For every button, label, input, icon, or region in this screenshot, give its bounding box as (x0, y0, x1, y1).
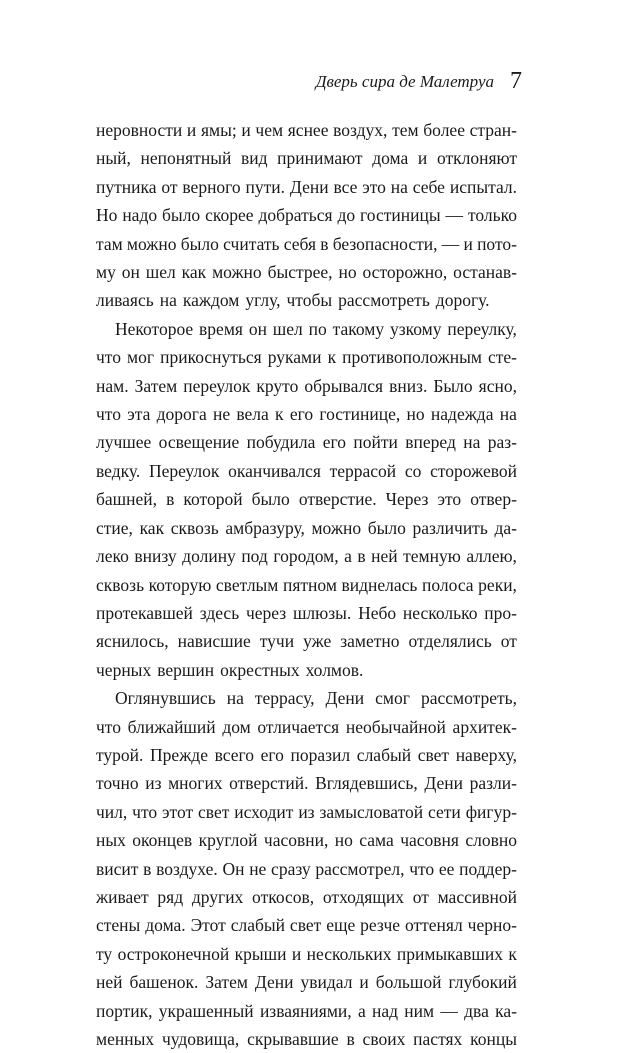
word: разли- (469, 773, 517, 794)
word: менных (96, 1029, 155, 1049)
word: дома. (145, 915, 186, 936)
word: шлюзы. (292, 602, 352, 623)
word: гостинице, (319, 404, 401, 425)
word: массивной (437, 886, 517, 907)
word: прикоснуться (160, 347, 262, 368)
text-line (96, 798, 517, 826)
word: и (359, 972, 369, 993)
word: поразил (290, 744, 351, 765)
word: аллею, (466, 546, 517, 567)
word: башней, (96, 489, 158, 510)
text-line (96, 343, 517, 371)
word: переулок (183, 375, 251, 396)
word: про- (484, 602, 517, 623)
word: вела (236, 404, 269, 425)
word: турой. (96, 744, 144, 765)
text-line (96, 286, 517, 314)
word: откосов, (252, 886, 315, 907)
word: — (440, 1000, 458, 1021)
word: шел (272, 318, 303, 339)
word: полоса (422, 574, 474, 595)
word: ных (96, 830, 126, 851)
word: в (320, 233, 329, 254)
word: часовни, (263, 830, 329, 851)
word: отделялись (408, 631, 492, 652)
word: на (159, 290, 177, 311)
text-line (96, 315, 517, 343)
word: было (180, 233, 219, 254)
word: ямы; (200, 120, 237, 140)
word: эта (127, 404, 151, 425)
text-line (96, 144, 517, 172)
text-line (96, 968, 517, 996)
text-line (96, 684, 517, 712)
word: можно (311, 517, 362, 538)
word: его (260, 744, 284, 765)
word: круто (256, 375, 299, 396)
word: архитек- (452, 716, 517, 737)
word: рассмотреть (338, 290, 430, 311)
word: как (139, 517, 165, 538)
word: Дени (254, 972, 294, 993)
word: нависшие (177, 631, 251, 652)
word: там (96, 233, 123, 254)
word: портик, (96, 1000, 153, 1021)
word: сразу (271, 858, 311, 879)
word: дорогу. (435, 290, 490, 311)
word: террасу, (254, 688, 315, 709)
word: ведку. (96, 460, 141, 481)
word: Затем (205, 972, 248, 993)
word: яснилось, (96, 631, 169, 652)
word: ряд (157, 886, 184, 907)
word: внизу (134, 546, 177, 567)
word: многих (168, 773, 223, 794)
word: слабый (356, 744, 412, 765)
word: два (464, 1000, 489, 1021)
text-line (96, 883, 517, 911)
text-line (96, 940, 517, 968)
word: му (96, 262, 116, 283)
word: это (362, 176, 386, 197)
word: уже (303, 631, 332, 652)
word: точно (96, 773, 139, 794)
word: Но (96, 205, 118, 226)
word: реки, (478, 574, 517, 595)
text-line (96, 258, 517, 286)
word: яснее (287, 120, 329, 140)
word: вершин (157, 659, 215, 680)
word: было (367, 517, 406, 538)
word: надежда (430, 404, 494, 425)
word: сети (428, 801, 461, 822)
word: но (406, 404, 425, 425)
word: лучшее (96, 432, 152, 453)
word: верного (182, 176, 241, 197)
word: дорога (156, 404, 207, 425)
word: сте- (487, 347, 517, 368)
word: оканчивался (228, 460, 321, 481)
word: пойти (353, 432, 398, 453)
text-line (96, 173, 517, 201)
word: над (371, 1000, 399, 1021)
word: добраться (258, 205, 333, 226)
word: окрестных (220, 659, 300, 680)
word: неровности (96, 120, 183, 140)
word: чудовища, (161, 1029, 240, 1049)
word: шел (145, 262, 176, 283)
word: сквозь (96, 574, 145, 595)
word: исходит (234, 801, 294, 822)
word: рассмотрел, (315, 858, 405, 879)
word: Этот (190, 915, 226, 936)
word: черно- (467, 915, 517, 936)
word: отвер- (470, 489, 517, 510)
word: он (121, 262, 140, 283)
word: из (298, 801, 315, 822)
word: пятном (282, 574, 337, 595)
text-line (96, 428, 517, 456)
word: что (132, 801, 158, 822)
word: скорее (205, 205, 254, 226)
word: освещение (158, 432, 240, 453)
word: Некоторое (115, 318, 194, 339)
word: мог (127, 347, 155, 368)
word: непонятный (140, 148, 232, 169)
word: — (441, 233, 460, 254)
word: ближайший (127, 716, 216, 737)
word: по (308, 318, 327, 339)
word: испытал. (449, 176, 517, 197)
word: что (96, 404, 121, 425)
word: путника (96, 176, 157, 197)
word: чил, (96, 801, 128, 822)
word: под (241, 546, 268, 567)
word: вниз. (389, 375, 428, 396)
word: дом (222, 716, 251, 737)
word: это (437, 489, 462, 510)
text-line (96, 201, 517, 229)
word: считать (223, 233, 280, 254)
word: увидал (300, 972, 353, 993)
word: башенок. (129, 972, 199, 993)
word: отходящих (322, 886, 404, 907)
word: всего (214, 744, 254, 765)
word: Дени (424, 773, 463, 794)
word: на (390, 176, 408, 197)
word: Затем (134, 375, 178, 396)
word: и (463, 233, 473, 254)
word: пото- (477, 233, 517, 254)
word: ней (371, 546, 398, 567)
text-line (96, 627, 517, 655)
word: висит (96, 858, 139, 879)
word: оконцев (132, 830, 193, 851)
word: его (289, 404, 314, 425)
text-line (96, 656, 517, 684)
word: Вглядевшись, (315, 773, 418, 794)
text-line (96, 599, 517, 627)
text-line (96, 571, 517, 599)
word: сквозь (170, 517, 219, 538)
text-line (96, 741, 517, 769)
running-title: Дверь сира де Малетруа (315, 72, 494, 91)
word: оттенял (404, 915, 463, 936)
word: к (327, 347, 337, 368)
word: в (143, 858, 152, 879)
word: гостиницы (360, 205, 441, 226)
word: Небо (358, 602, 397, 623)
word: нескольких (306, 943, 392, 964)
word: Было (433, 375, 473, 396)
word: тем (392, 120, 419, 140)
word: время (199, 318, 243, 339)
word: отклоняют (436, 148, 517, 169)
word: вперед (405, 432, 456, 453)
word: в (357, 546, 366, 567)
word: наверху, (455, 744, 517, 765)
word: что (96, 347, 121, 368)
word: осторожно, (362, 262, 448, 283)
word: узкому (389, 318, 442, 339)
word: свет (198, 801, 230, 822)
word: амбразуру, (225, 517, 305, 538)
text-line (96, 713, 517, 741)
word: крыши (234, 943, 287, 964)
word: светлым (215, 574, 279, 595)
word: городом, (273, 546, 339, 567)
word: что (409, 858, 435, 879)
word: Дени (325, 688, 365, 709)
word: живает (96, 886, 149, 907)
word: что (96, 716, 121, 737)
word: и (186, 120, 197, 140)
word: которой (183, 489, 243, 510)
text-line (96, 400, 517, 428)
text-line (96, 116, 517, 144)
word: переулку, (447, 318, 517, 339)
word: Через (385, 489, 429, 510)
word: различить (412, 517, 488, 538)
word: круглой (198, 830, 258, 851)
word: Он (222, 858, 245, 879)
word: необычайной (345, 716, 446, 737)
word: тучи (259, 631, 295, 652)
word: вид (240, 148, 268, 169)
word: украшенный (158, 1000, 254, 1021)
text-line (96, 514, 517, 542)
word: стены (96, 915, 141, 936)
word: к (275, 404, 284, 425)
word: через (245, 602, 287, 623)
word: темную (403, 546, 461, 567)
text-line (96, 230, 517, 258)
word: террасой (329, 460, 397, 481)
word: словно (465, 830, 517, 851)
word: более (423, 120, 465, 140)
word: к (508, 943, 517, 964)
word: Оглянувшись (115, 688, 216, 709)
word: долину (182, 546, 236, 567)
word: глубокий (448, 972, 517, 993)
body-text (96, 116, 517, 1053)
word: остроконечной (117, 943, 230, 964)
text-line (96, 855, 517, 883)
word: примыкавших (396, 943, 504, 964)
text-line (96, 911, 517, 939)
word: как (181, 262, 207, 283)
word: большой (375, 972, 442, 993)
word: замысловатой (319, 801, 424, 822)
word: виднелась (341, 574, 418, 595)
word: ним (404, 1000, 435, 1021)
word: воздухе. (156, 858, 218, 879)
word: чем (255, 120, 284, 140)
word: себя (283, 233, 316, 254)
word: каждом (182, 290, 240, 311)
word: но (334, 830, 353, 851)
word: углу, (245, 290, 281, 311)
word: этот (162, 801, 194, 822)
text-line (96, 542, 517, 570)
word: фигур- (465, 801, 517, 822)
word: которую (148, 574, 212, 595)
word: было (162, 205, 201, 226)
word: черных (96, 659, 152, 680)
word: часовня (400, 830, 459, 851)
word: стие, (96, 517, 133, 538)
word: не (212, 404, 231, 425)
word: ный, (96, 148, 131, 169)
word: ка- (495, 1000, 517, 1021)
word: своих (362, 1029, 406, 1049)
word: руками (267, 347, 322, 368)
word: — (445, 205, 464, 226)
word: отличается (257, 716, 340, 737)
word: да- (494, 517, 517, 538)
word: обрывался (304, 375, 384, 396)
word: себе (412, 176, 445, 197)
word: свет (417, 744, 450, 765)
word: в (346, 1029, 355, 1049)
word: от (412, 886, 429, 907)
word: резче (360, 915, 401, 936)
word: стран- (469, 120, 517, 140)
word: еще (326, 915, 356, 936)
word: ту (96, 943, 113, 964)
text-line (96, 372, 517, 400)
word: ней (96, 972, 123, 993)
page-number: 7 (510, 68, 522, 94)
word: противоположным (342, 347, 482, 368)
word: и (291, 943, 302, 964)
word: ясно, (478, 375, 517, 396)
word: от (161, 176, 178, 197)
word: сторожевой (430, 460, 517, 481)
text-line (96, 826, 517, 854)
word: можно (126, 233, 177, 254)
word: нам. (96, 375, 129, 396)
word: изваяниями, (259, 1000, 352, 1021)
word: такому (332, 318, 385, 339)
word: Прежде (150, 744, 208, 765)
word: из (145, 773, 162, 794)
word: рассмотреть, (420, 688, 517, 709)
word: а (344, 546, 352, 567)
word: леко (96, 546, 129, 567)
word: безопасности, (332, 233, 438, 254)
word: ее (438, 858, 455, 879)
word: со (404, 460, 422, 481)
word: до (337, 205, 356, 226)
word: чтобы (286, 290, 333, 311)
word: отверстие. (298, 489, 377, 510)
word: не (249, 858, 267, 879)
word: на (463, 432, 481, 453)
word: но (338, 262, 357, 283)
text-line (96, 1025, 517, 1053)
word: останав- (453, 262, 517, 283)
word: поддер- (459, 858, 517, 879)
word: и (241, 120, 251, 140)
word: принимают (277, 148, 363, 169)
word: от (500, 631, 517, 652)
word: было (251, 489, 290, 510)
word: протекавшей (96, 602, 193, 623)
word: на (226, 688, 244, 709)
word: в (166, 489, 175, 510)
word: отверстий. (229, 773, 309, 794)
word: скрывавшие (247, 1029, 339, 1049)
word: Переулок (148, 460, 220, 481)
word: надо (122, 205, 158, 226)
word: раз- (487, 432, 517, 453)
word: ливаясь (96, 290, 154, 311)
text-line (96, 485, 517, 513)
word: он (248, 318, 267, 339)
word: воздух, (333, 120, 388, 140)
word: других (191, 886, 244, 907)
text-line (96, 769, 517, 797)
word: побудила (246, 432, 316, 453)
word: его (322, 432, 347, 453)
word: все (333, 176, 358, 197)
word: только (467, 205, 517, 226)
word: Дени (289, 176, 329, 197)
word: на (499, 404, 517, 425)
word: слабый (230, 915, 285, 936)
text-line (96, 457, 517, 485)
text-line (96, 997, 517, 1025)
word: дома (372, 148, 409, 169)
word: здесь (199, 602, 240, 623)
word: свет (289, 915, 322, 936)
word: быстрее, (267, 262, 333, 283)
word: и (417, 148, 428, 169)
word: заметно (340, 631, 400, 652)
word: сама (359, 830, 394, 851)
word: пути. (245, 176, 286, 197)
word: смог (375, 688, 410, 709)
word: концы (470, 1029, 517, 1049)
word: пастях (413, 1029, 463, 1049)
word: холмов. (305, 659, 364, 680)
word: можно (212, 262, 262, 283)
word: а (357, 1000, 366, 1021)
word: несколько (402, 602, 478, 623)
